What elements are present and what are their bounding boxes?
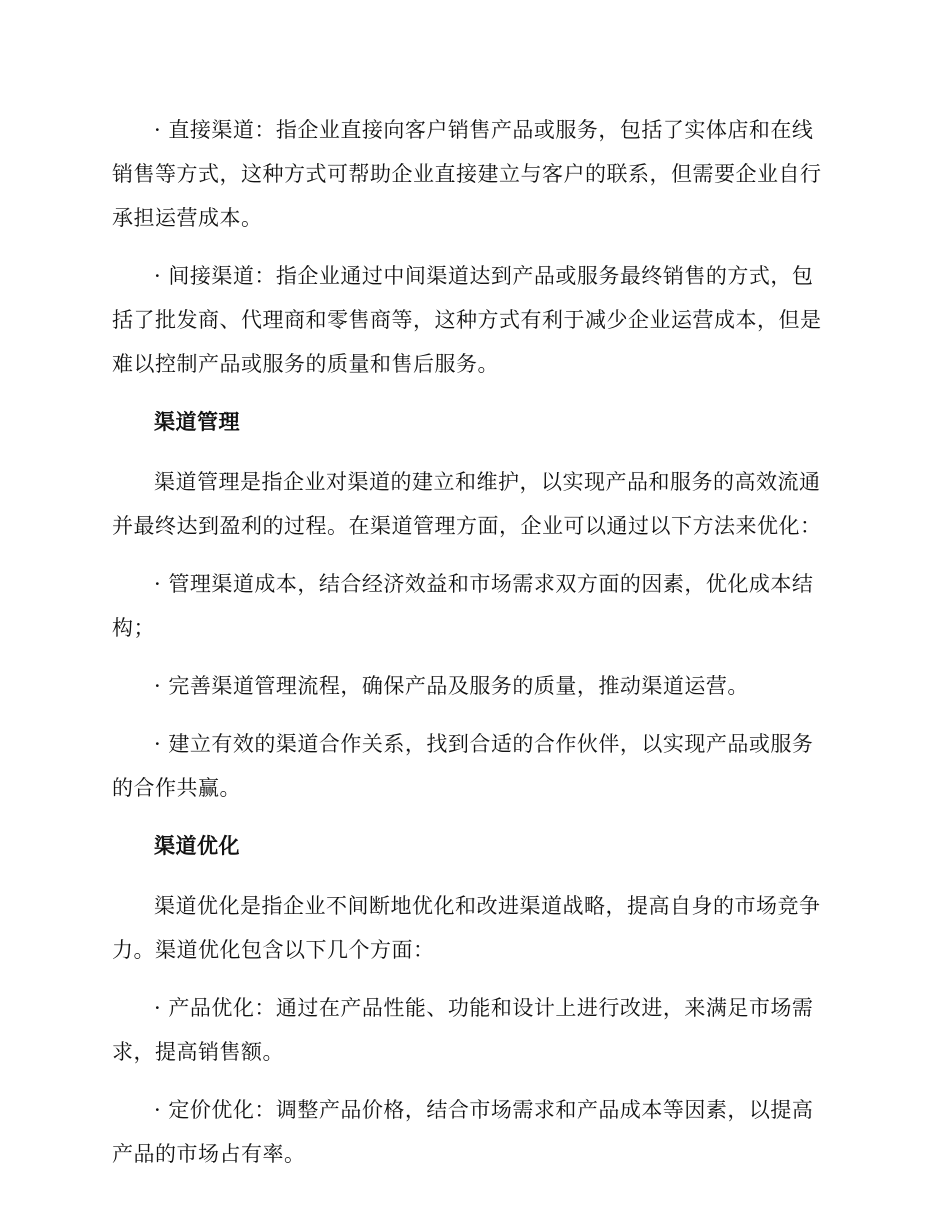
document-body [112, 108, 834, 1190]
bullet-improve-process: · 完善渠道管理流程，确保产品及服务的质量，推动渠道运营。 [154, 674, 749, 698]
bullet-manage-channel-cost: · 管理渠道成本，结合经济效益和市场需求双方面的因素，优化成本结构； [112, 572, 814, 640]
section-heading-channel-optimization: 渠道优化 [154, 834, 240, 858]
bullet-product-optimization: · 产品优化：通过在产品性能、功能和设计上进行改进，来满足市场需求，提高销售额。 [112, 996, 814, 1064]
paragraph-channel-optimization-intro: 渠道优化是指企业不间断地优化和改进渠道战略，提高自身的市场竞争力。渠道优化包含以下几个方面： [112, 894, 821, 962]
paragraph-channel-management-intro: 渠道管理是指企业对渠道的建立和维护，以实现产品和服务的高效流通并最终达到盈利的过程。在渠道管理方面，企业可以通过以下方法来优化： [112, 470, 822, 538]
section-heading-channel-management: 渠道管理 [154, 410, 240, 434]
bullet-pricing-optimization: · 定价优化：调整产品价格，结合市场需求和产品成本等因素，以提高产品的市场占有率。 [112, 1098, 814, 1166]
bullet-build-partnerships: · 建立有效的渠道合作关系，找到合适的合作伙伴，以实现产品或服务的合作共赢。 [112, 732, 814, 800]
paragraph-indirect-channel: · 间接渠道：指企业通过中间渠道达到产品或服务最终销售的方式，包括了批发商、代理商和零售商等，这种方式有利于减少企业运营成本，但是难以控制产品或服务的质量和售后服务。 [112, 264, 822, 376]
paragraph-direct-channel: · 直接渠道：指企业直接向客户销售产品或服务，包括了实体店和在线销售等方式，这种方式可帮助企业直接建立与客户的联系，但需要企业自行承担运营成本。 [112, 118, 822, 230]
